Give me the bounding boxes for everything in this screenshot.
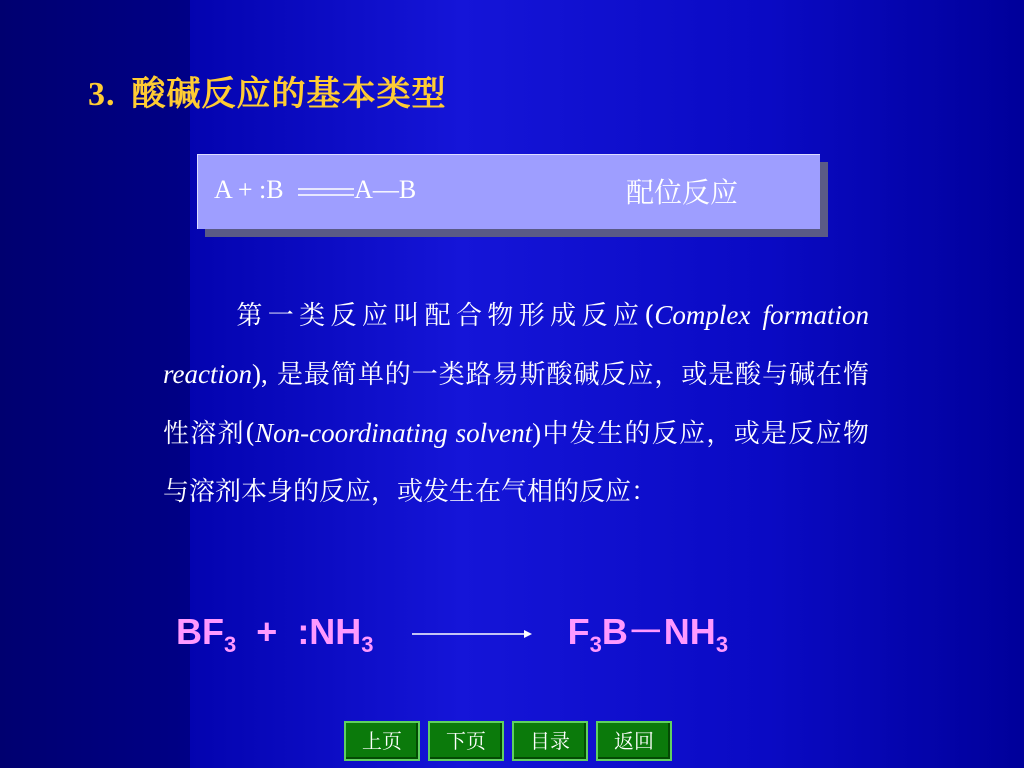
coordination-equation (214, 175, 416, 205)
reactant-nh3-formula: :NH (297, 611, 362, 652)
coordination-equation-box (197, 154, 820, 229)
equation-rhs: A—B (354, 175, 417, 204)
product-f3b-nh3 (567, 611, 729, 657)
paragraph-english-term-2: Non-coordinating solvent (255, 418, 533, 448)
reactant-bf3-subscript: 3 (224, 632, 237, 657)
bf3-nh3-reaction (176, 604, 728, 658)
product-f-part: F (567, 611, 590, 652)
plus-sign: + (256, 611, 278, 652)
product-nh-subscript: 3 (715, 632, 729, 657)
slide-title (88, 66, 447, 115)
reactant-bf3-formula: BF (176, 611, 224, 652)
reactant-nh3 (297, 611, 374, 657)
product-bnh-part: B－NH (601, 611, 716, 652)
paragraph-text-3: 是最简单的一类路易斯酸碱反应，或是酸与碱在惰性溶剂( (163, 360, 869, 449)
equilibrium-double-line (298, 187, 354, 197)
back-button[interactable]: 返回 (596, 721, 672, 761)
slide-navigation (344, 721, 672, 761)
paragraph-english-term-1: Complex formation reaction (163, 300, 869, 389)
slide-title-number: 3. (88, 76, 116, 113)
slide-title-text: 酸碱反应的基本类型 (131, 74, 447, 114)
prev-page-button[interactable]: 上页 (344, 721, 420, 761)
reaction-arrow-icon (412, 628, 532, 640)
reactant-nh3-subscript: 3 (361, 632, 374, 657)
paragraph-text-1: 第一类反应叫配合物形成反应( (231, 301, 655, 331)
paragraph-text-4: ) (532, 418, 542, 448)
table-of-contents-button[interactable]: 目录 (512, 721, 588, 761)
left-background-band (0, 0, 190, 768)
description-paragraph (163, 286, 869, 521)
equation-type-label: 配位反应 (626, 176, 739, 209)
paragraph-text-5: 中发生的反应，或是反应物与溶剂本身的反应，或发生在气相的反应： (163, 419, 869, 507)
equation-lhs: A + :B (214, 175, 284, 204)
next-page-button[interactable]: 下页 (428, 721, 504, 761)
reactant-bf3 (176, 611, 237, 657)
paragraph-text-2: ), (251, 359, 268, 389)
product-f-subscript: 3 (589, 632, 602, 657)
